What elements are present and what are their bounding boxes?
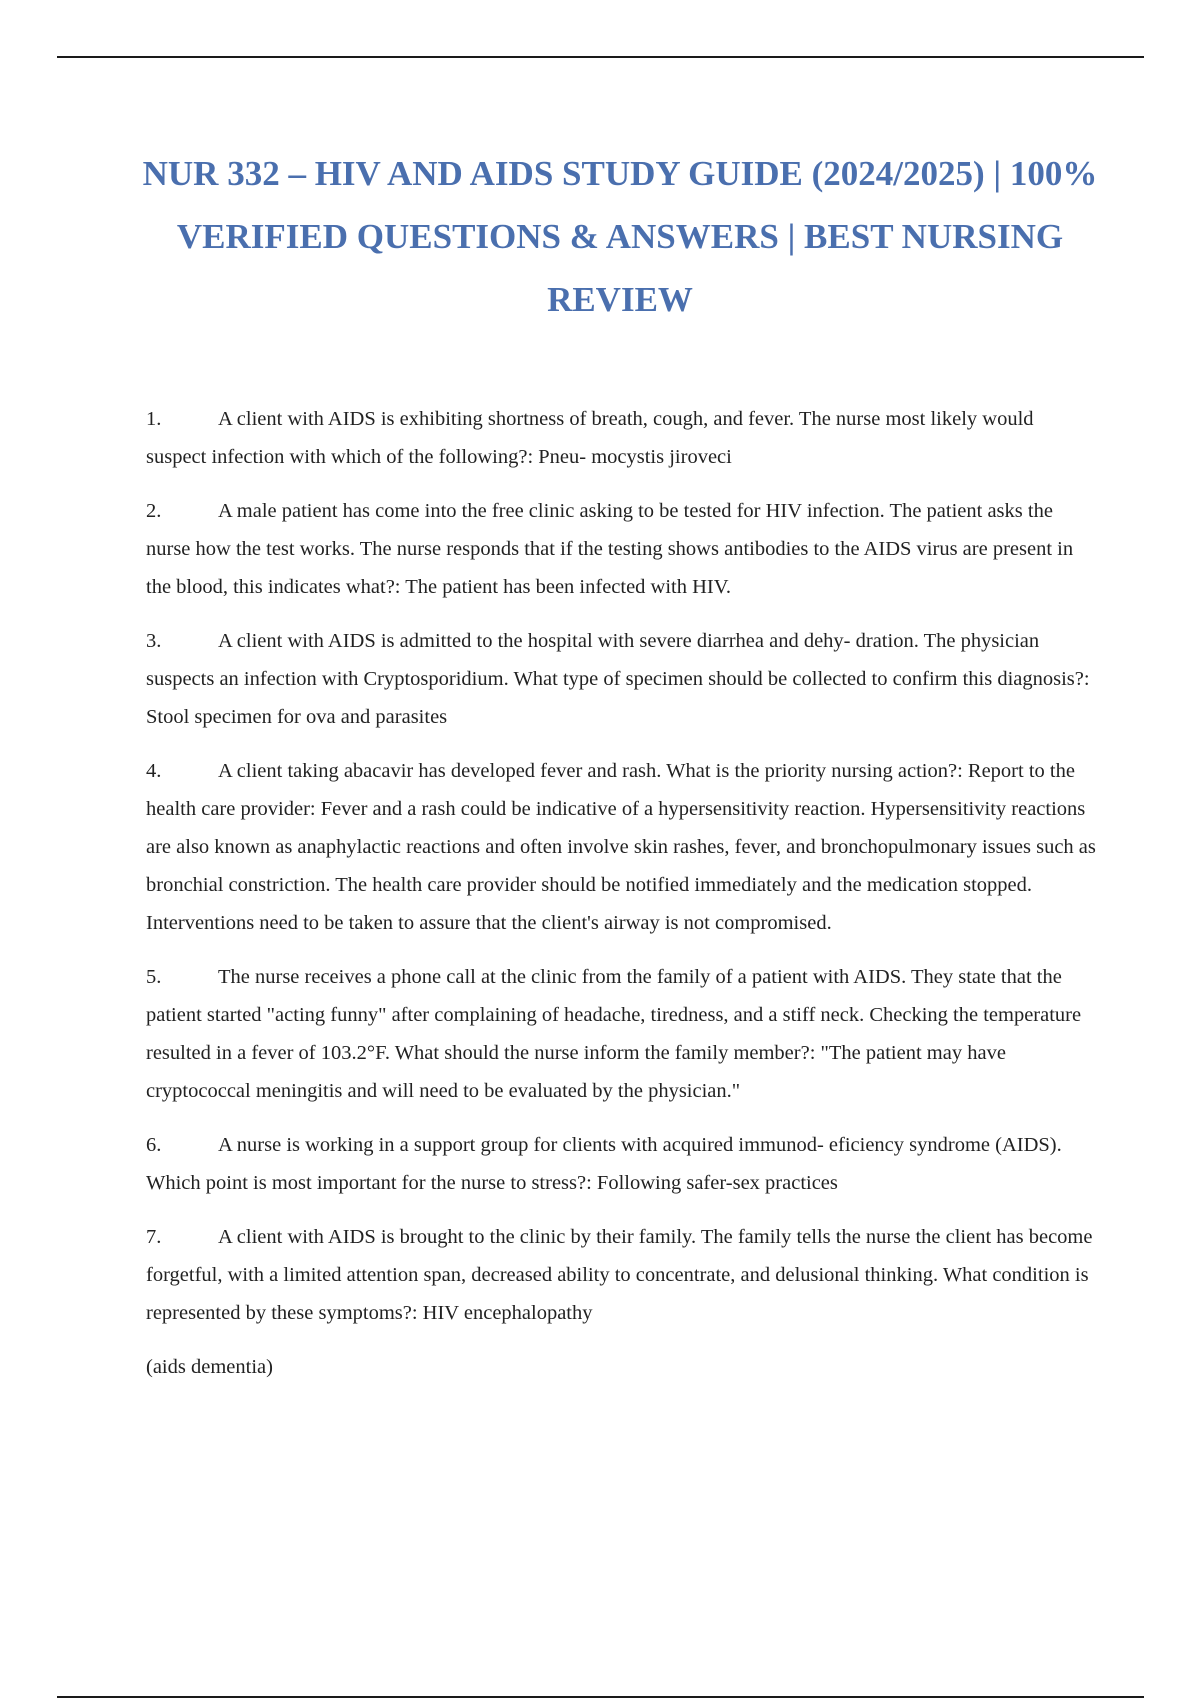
question-number: 2. [146,500,162,522]
question-item [146,1218,1096,1332]
question-text: A client with AIDS is exhibiting shortness of breath, cough, and fever. The nurse most likely would suspect infection with which of the following?: Pneu- mocystis jiroveci [146,408,1034,468]
question-number: 6. [146,1134,162,1156]
question-item [146,400,1096,476]
question-item [146,492,1096,606]
question-text: A client with AIDS is admitted to the hospital with severe diarrhea and dehy- dration. The physician suspects an infection with Cryptosporidium. What type of specimen should be collected to confirm this diagnosis?: Stool specimen for ova and parasites [146,630,1090,728]
question-text: A nurse is working in a support group for clients with acquired immunod- eficiency syndrome (AIDS). Which point is most important for the nurse to stress?: Following safer-sex practices [146,1134,1062,1194]
question-number: 4. [146,760,162,782]
question-text: The nurse receives a phone call at the clinic from the family of a patient with AIDS. They state that the patient started "acting funny" after complaining of headache, tiredness, and a stiff neck. Checking the temperature resulted in a fever of 103.2°F. What should the nurse inform the family member?: "The patient may have cryptococcal meningitis and will need to be evaluated by the physician." [146,966,1082,1102]
question-list [146,400,1096,1386]
question-number: 1. [146,408,162,430]
header-rule [57,56,1144,58]
question-number: 3. [146,630,162,652]
footer-rule [57,1696,1144,1698]
question-text: A client taking abacavir has developed fever and rash. What is the priority nursing action?: Report to the health care provider: Fever and a rash could be indicative of a hypersensitivity reaction. Hypersensitivity reactions are also known as anaphylactic reactions and often involve skin rashes, fever, and bronchopulmonary issues such as bronchial constriction. The health care provider should be notified immediately and the medication stopped. Interventions need to be taken to assure that the client's airway is not compromised. [146,760,1096,934]
question-number: 7. [146,1226,162,1248]
question-text: A client with AIDS is brought to the clinic by their family. The family tells the nurse the client has become forgetful, with a limited attention span, decreased ability to concentrate, and delusional thinking. What condition is represented by these symptoms?: HIV encephalopathy [146,1226,1093,1324]
document-title: NUR 332 – HIV AND AIDS STUDY GUIDE (2024/2025) | 100% VERIFIED QUESTIONS & ANSWERS | BEST NURSING REVIEW [142,154,1098,319]
question-item [146,958,1096,1110]
question-text: A male patient has come into the free clinic asking to be tested for HIV infection. The patient asks the nurse how the test works. The nurse responds that if the testing shows antibodies to the AIDS virus are present in the blood, this indicates what?: The patient has been infected with HIV. [146,500,1074,598]
question-item [146,1126,1096,1202]
question-number: 5. [146,966,162,988]
trailing-note: (aids dementia) [146,1356,273,1378]
question-item [146,752,1096,942]
question-item [146,622,1096,736]
